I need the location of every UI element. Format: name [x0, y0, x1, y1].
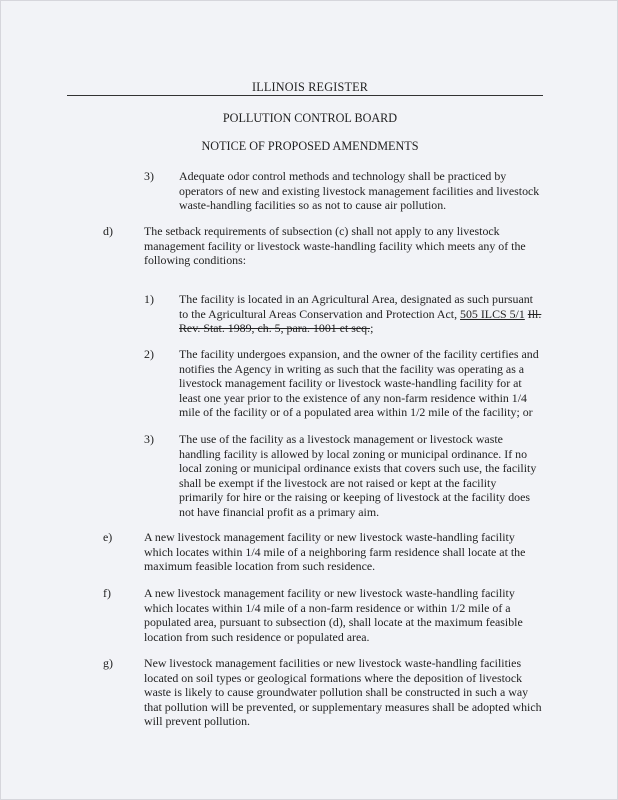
text-after: ;: [370, 321, 374, 336]
text-before: The facility is located in an Agricultural Area, designated as such pursuant to the Agricultural Areas Conservation and Protection Act,: [179, 292, 533, 321]
item-text: Adequate odor control methods and technology shall be practiced by operators of new and existing livestock management facilities and livestock waste-handling facilities so as not to cause air pollution.: [179, 169, 540, 213]
item-label: d): [103, 224, 113, 238]
item-label: e): [103, 530, 113, 544]
board-title: POLLUTION CONTROL BOARD: [222, 111, 398, 125]
item-text: The use of the facility as a livestock management or livestock waste handling facility is allowed by local zoning or municipal ordinance. If no local zoning or municipal ordinance exists that covers such use, the facility shall be exempt if the livestock are not raised or kept at the facility primarily for hire or the raising or keeping of livestock at the facility does not have financial profit as a primary aim.: [179, 432, 537, 519]
item-label: 1): [144, 292, 154, 306]
item-label: g): [103, 656, 113, 670]
item-label: 3): [144, 169, 154, 183]
item-text: The facility undergoes expansion, and the owner of the facility certifies and notifies the Agency in writing as such that the facility was operating as a livestock management facility or livestock waste-handling facility for at least one year prior to the existence of any non-farm residence within 1/4 mile of the facility or of a populated area within 1/2 mile of the facility; or: [179, 347, 539, 420]
inserted-citation: 505 ILCS 5/1: [460, 306, 525, 321]
item-text: The setback requirements of subsection (c) shall not apply to any livestock management facility or livestock waste-handling facility which meets any of the following conditions:: [144, 224, 526, 268]
item-text: New livestock management facilities or new livestock waste-handling facilities located on soil types or geological formations where the deposition of livestock waste is likely to cause groundwater pollution shall be constructed in such a way that pollution will be prevented, or supplementary measures shall be adopted which will prevent pollution.: [144, 656, 542, 729]
register-title: ILLINOIS REGISTER: [251, 80, 369, 94]
item-label: 3): [144, 432, 154, 446]
deleted-citation: Ill. Rev. Stat. 1989, ch. 5, para. 1001 et seq.: [179, 306, 542, 336]
item-label: f): [103, 586, 111, 600]
item-label: 2): [144, 347, 154, 361]
item-text: A new livestock management facility or new livestock waste-handling facility which locates within 1/4 mile of a non-farm residence or within 1/2 mile of a populated area, pursuant to subsection (d), shall locate at the maximum feasible location from such residence or populated area.: [144, 586, 523, 644]
header-rule: [67, 95, 543, 96]
item-text: A new livestock management facility or new livestock waste-handling facility which locates within 1/4 mile of a neighboring farm residence shall locate at the maximum feasible location from such residence.: [144, 530, 526, 574]
notice-title: NOTICE OF PROPOSED AMENDMENTS: [201, 139, 419, 153]
item-text: [179, 292, 543, 336]
